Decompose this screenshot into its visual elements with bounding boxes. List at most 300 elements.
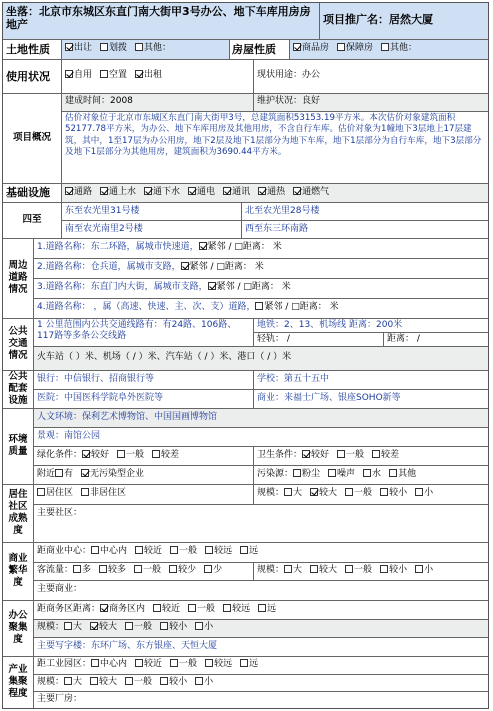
checkbox-icon[interactable]: [240, 546, 248, 554]
office-distance-options: [33, 600, 488, 619]
greening-option[interactable]: [152, 450, 179, 460]
human-environment: 人文环境：保利艺术博物馆、中国国画博物馆: [33, 408, 488, 427]
nearby-option-label: 无污染型企业: [90, 469, 145, 479]
boundary-east: 东至农光里31号楼: [65, 206, 140, 216]
industrial-scale-option[interactable]: [90, 677, 117, 687]
checkbox-icon[interactable]: [100, 604, 108, 612]
roads-label: 周边道路情况: [8, 260, 28, 295]
checkbox-icon[interactable]: [82, 450, 90, 458]
community-label: 居住社区成熟度: [8, 489, 28, 536]
office-distance-option-label: 较远: [232, 604, 251, 614]
housing-nature-option-label: 保障房: [346, 43, 374, 53]
land-nature-label: 土地性质: [6, 43, 50, 56]
grid-line: [253, 318, 254, 346]
industrial-scale-option[interactable]: [125, 677, 152, 687]
overview-label: 项目概况: [12, 132, 51, 143]
pollution-option-label: 水: [372, 469, 382, 479]
checkbox-icon[interactable]: [144, 187, 152, 195]
checkbox-icon[interactable]: [372, 450, 380, 458]
industrial-label: 产业集聚程度: [8, 664, 28, 699]
community-scale-option[interactable]: [310, 488, 337, 498]
checkbox-icon[interactable]: [64, 622, 72, 630]
commercial-flow-option-label: 一般: [143, 565, 162, 575]
environment-label: 环境质量: [8, 434, 28, 457]
commercial-flow-option[interactable]: [99, 565, 126, 575]
road-distance: / □距离： 米: [282, 302, 339, 312]
land-nature-option[interactable]: [135, 43, 171, 53]
office-scale-option-label: 较小: [169, 622, 188, 632]
commercial-scale-option-label: 较大: [319, 565, 338, 575]
industrial-distance-option[interactable]: [240, 659, 258, 669]
commercial-scale-option[interactable]: [310, 565, 337, 575]
commercial-flow-label: 客流量：: [37, 565, 74, 575]
pollution-option-label: 噪声: [337, 469, 356, 479]
grid-line: [3, 370, 488, 371]
community-scale-option[interactable]: [284, 488, 302, 498]
checkbox-icon[interactable]: [188, 187, 196, 195]
industrial-distance-option-label: 一般: [179, 659, 198, 669]
sanitation-option[interactable]: [302, 450, 329, 460]
light-rail-info: 轻轨： /: [257, 334, 290, 344]
checkbox-icon[interactable]: [99, 565, 107, 573]
pollution-option[interactable]: [363, 469, 381, 479]
infrastructure-option[interactable]: [188, 187, 215, 197]
commercial-distance-option-label: 一般: [179, 546, 198, 556]
industrial-scale-option-label: 一般: [134, 677, 153, 687]
checkbox-icon[interactable]: [199, 242, 207, 250]
facilities-label: 公共配套设施: [8, 371, 28, 406]
current-use: 现状用途：办公: [257, 70, 321, 80]
checkbox-icon[interactable]: [81, 469, 89, 477]
greening-option-label: 较好: [91, 450, 110, 460]
grid-line: [33, 637, 488, 638]
nearby-option[interactable]: [55, 469, 73, 479]
housing-nature-label: 房屋性质: [232, 43, 276, 56]
main-community: 主要社区：: [37, 508, 83, 518]
office-scale-option-label: 小: [204, 622, 214, 632]
checkbox-icon[interactable]: [91, 546, 99, 554]
infrastructure-label: 基础设施: [6, 186, 50, 199]
housing-nature-option-label: 商品房: [302, 43, 330, 53]
infrastructure-option-label: 通热: [267, 187, 286, 197]
housing-nature-options: [289, 39, 488, 59]
industrial-distance-option[interactable]: [170, 659, 197, 669]
sanitation-option[interactable]: [372, 450, 399, 460]
infrastructure-option-label: 通上水: [109, 187, 137, 197]
grid-line: [61, 93, 62, 238]
checkbox-icon[interactable]: [223, 187, 231, 195]
location-value: 北京市东城区东直门南大街甲3号办公、地下车库用房房地产: [6, 5, 311, 31]
checkbox-icon[interactable]: [328, 469, 336, 477]
greening-option[interactable]: [82, 450, 109, 460]
greening-option-label: 较差: [161, 450, 180, 460]
land-nature-option-label: 出让: [74, 43, 93, 53]
checkbox-icon[interactable]: [65, 43, 73, 51]
sanitation-option-label: 一般: [346, 450, 365, 460]
checkbox-icon[interactable]: [345, 488, 353, 496]
property-survey-form: [2, 2, 489, 709]
community-type-option-label: 居住区: [46, 488, 74, 498]
commercial-scale-option-label: 一般: [354, 565, 373, 575]
pollution-option-label: 其他: [398, 469, 417, 479]
grid-line: [3, 542, 488, 543]
checkbox-icon[interactable]: [284, 565, 292, 573]
grid-line: [33, 580, 488, 581]
grid-line: [253, 332, 488, 333]
infrastructure-options: [61, 183, 488, 202]
checkbox-icon[interactable]: [337, 43, 345, 51]
usage-options: [61, 59, 253, 93]
location-cell: [3, 3, 319, 39]
pollution-option-label: 粉尘: [302, 469, 321, 479]
commercial-distance-option-label: 远: [249, 546, 259, 556]
commercial-distance-option[interactable]: [170, 546, 197, 556]
checkbox-icon[interactable]: [208, 282, 216, 290]
road-row: [33, 278, 488, 298]
land-nature-option-label: 其他：: [144, 43, 172, 53]
grid-line: [33, 504, 488, 505]
community-scale-option[interactable]: [380, 488, 407, 498]
checkbox-icon[interactable]: [293, 469, 301, 477]
commercial-distance-label: 距商业中心：: [37, 546, 92, 556]
commercial-distance-option[interactable]: [91, 546, 127, 556]
housing-nature-option[interactable]: [337, 43, 373, 53]
sanitation-option-label: 较好: [311, 450, 330, 460]
infrastructure-option[interactable]: [223, 187, 250, 197]
bank-info: 银行：中信银行、招商银行等: [37, 374, 155, 384]
usage-option[interactable]: [100, 70, 127, 80]
commerce-info: 商业：来福士广场、银座SOHO新等: [257, 393, 401, 403]
industrial-distance-option-label: 较远: [214, 659, 233, 669]
pollution-option[interactable]: [328, 469, 355, 479]
land-nature-option[interactable]: [100, 43, 127, 53]
commercial-flow-option-label: 多: [82, 565, 92, 575]
checkbox-icon[interactable]: [135, 43, 143, 51]
office-distance-option[interactable]: [188, 604, 215, 614]
project-name-cell: [319, 3, 488, 39]
checkbox-icon[interactable]: [90, 677, 98, 685]
commercial-distance-option[interactable]: [240, 546, 258, 556]
checkbox-icon[interactable]: [381, 43, 389, 51]
checkbox-icon[interactable]: [65, 70, 73, 78]
commercial-distance-option[interactable]: [135, 546, 162, 556]
grid-line: [33, 389, 488, 390]
checkbox-icon[interactable]: [310, 488, 318, 496]
nearby-options: [33, 465, 253, 484]
sanitation-option-label: 较差: [381, 450, 400, 460]
road-row: [33, 238, 488, 258]
infrastructure-option[interactable]: [100, 187, 136, 197]
industrial-distance-option[interactable]: [135, 659, 162, 669]
office-distance-option-label: 一般: [197, 604, 216, 614]
grid-line: [61, 220, 488, 221]
office-scale-option[interactable]: [195, 622, 213, 632]
office-distance-option[interactable]: [223, 604, 250, 614]
grid-line: [33, 465, 488, 466]
office-scale-label: 规模：: [37, 622, 65, 632]
checkbox-icon[interactable]: [205, 659, 213, 667]
community-type-option[interactable]: [37, 488, 73, 498]
road-name: 3.道路名称：东直门内大街，属城市支路，: [37, 282, 208, 292]
community-scale-option-label: 一般: [354, 488, 373, 498]
grid-line: [3, 39, 488, 40]
grid-line: [33, 562, 488, 563]
checkbox-icon[interactable]: [205, 546, 213, 554]
grid-line: [33, 691, 488, 692]
checkbox-icon[interactable]: [302, 450, 310, 458]
infrastructure-option[interactable]: [258, 187, 285, 197]
checkbox-icon[interactable]: [169, 565, 177, 573]
housing-nature-option[interactable]: [293, 43, 329, 53]
grid-line: [3, 484, 488, 485]
road-row: [33, 298, 488, 318]
housing-nature-option[interactable]: [381, 43, 417, 53]
grid-line: [319, 3, 320, 39]
road-row: [33, 258, 488, 278]
road-adjacent-label: 紧邻: [189, 262, 208, 272]
boundary-west: 西至东三环南路: [245, 224, 309, 234]
usage-option-label: 空置: [109, 70, 128, 80]
commercial-scale-option-label: 大: [293, 565, 303, 575]
office-scale-option-label: 较大: [99, 622, 118, 632]
checkbox-icon[interactable]: [310, 565, 318, 573]
industrial-distance-option[interactable]: [91, 659, 127, 669]
commercial-flow-option-label: 少: [213, 565, 223, 575]
checkbox-icon[interactable]: [91, 659, 99, 667]
community-scale-option-label: 较小: [389, 488, 408, 498]
checkbox-icon[interactable]: [152, 450, 160, 458]
community-type-option[interactable]: [81, 488, 126, 498]
industrial-distance-option[interactable]: [205, 659, 232, 669]
checkbox-icon[interactable]: [345, 565, 353, 573]
road-adjacent-label: 紧邻: [264, 302, 283, 312]
checkbox-icon[interactable]: [389, 469, 397, 477]
commercial-flow-option[interactable]: [169, 565, 196, 575]
checkbox-icon[interactable]: [204, 565, 212, 573]
checkbox-icon[interactable]: [380, 488, 388, 496]
grid-line: [33, 346, 488, 347]
grid-line: [253, 562, 254, 580]
checkbox-icon[interactable]: [284, 488, 292, 496]
office-scale-option[interactable]: [125, 622, 152, 632]
infrastructure-option[interactable]: [144, 187, 180, 197]
usage-option[interactable]: [135, 70, 162, 80]
office-distance-option[interactable]: [258, 604, 276, 614]
grid-line: [33, 446, 488, 447]
light-rail-distance: 距离： /: [387, 334, 420, 344]
checkbox-icon[interactable]: [55, 469, 63, 477]
checkbox-icon[interactable]: [135, 546, 143, 554]
usage-option-label: 自用: [74, 70, 93, 80]
checkbox-icon[interactable]: [100, 70, 108, 78]
checkbox-icon[interactable]: [337, 450, 345, 458]
checkbox-icon[interactable]: [293, 187, 301, 195]
infrastructure-option[interactable]: [65, 187, 92, 197]
community-type-options: [33, 484, 253, 504]
grid-line: [33, 427, 488, 428]
grid-line: [3, 202, 488, 203]
road-name: 2.道路名称：仓兵道，属城市支路，: [37, 262, 181, 272]
checkbox-icon[interactable]: [37, 488, 45, 496]
road-distance: / □距离： 米: [234, 282, 291, 292]
office-scale-option[interactable]: [160, 622, 187, 632]
checkbox-icon[interactable]: [100, 43, 108, 51]
office-scale-option[interactable]: [64, 622, 82, 632]
industrial-scale-option[interactable]: [195, 677, 213, 687]
community-scale-label: 规模：: [257, 488, 285, 498]
commercial-flow-options: [33, 562, 253, 580]
office-scale-option-label: 大: [73, 622, 83, 632]
checkbox-icon[interactable]: [90, 622, 98, 630]
grid-line: [3, 656, 488, 657]
road-name: 1.道路名称：东二环路，属城市快速道，: [37, 242, 199, 252]
infrastructure-option-label: 通讯: [232, 187, 251, 197]
checkbox-icon[interactable]: [258, 187, 266, 195]
checkbox-icon[interactable]: [293, 43, 301, 51]
checkbox-icon[interactable]: [134, 565, 142, 573]
land-nature-option[interactable]: [65, 43, 92, 53]
boundaries-label: 四至: [22, 214, 42, 225]
grid-line: [33, 298, 488, 299]
school-info: 学校：第五十五中: [257, 374, 330, 384]
commercial-scale-label: 规模：: [257, 565, 285, 575]
road-distance: / □距离： 米: [207, 262, 264, 272]
infrastructure-option[interactable]: [293, 187, 329, 197]
checkbox-icon[interactable]: [415, 565, 423, 573]
grid-line: [289, 39, 290, 59]
scenery: 景观：南馆公园: [37, 431, 101, 441]
pollution-option[interactable]: [293, 469, 320, 479]
pollution-label: 污染源：: [257, 469, 294, 479]
community-scale-options: [253, 484, 488, 504]
grid-line: [253, 370, 254, 408]
checkbox-icon[interactable]: [240, 659, 248, 667]
industrial-scale-option-label: 较小: [169, 677, 188, 687]
hospital-info: 医院：中国医科学院阜外医院等: [37, 393, 164, 403]
infrastructure-option-label: 通电: [197, 187, 216, 197]
office-label: 办公聚集度: [8, 610, 28, 645]
grid-line: [3, 183, 488, 184]
checkbox-icon[interactable]: [135, 659, 143, 667]
checkbox-icon[interactable]: [415, 488, 423, 496]
sanitation-option[interactable]: [337, 450, 364, 460]
office-distance-option[interactable]: [100, 604, 145, 614]
commercial-scale-option[interactable]: [415, 565, 433, 575]
checkbox-icon[interactable]: [258, 604, 266, 612]
grid-line: [33, 238, 34, 708]
industrial-distance-option-label: 中心内: [100, 659, 128, 669]
office-scale-option[interactable]: [90, 622, 117, 632]
office-distance-option-label: 商务区内: [109, 604, 146, 614]
bus-lines: 1 公里范围内公共交通线路有：有24路、106路、117路等多条公交线路: [37, 320, 237, 341]
grid-line: [3, 318, 488, 319]
checkbox-icon[interactable]: [255, 302, 263, 310]
grid-line: [3, 93, 488, 94]
checkbox-icon[interactable]: [223, 604, 231, 612]
commercial-flow-option[interactable]: [204, 565, 222, 575]
infrastructure-option-label: 通燃气: [302, 187, 330, 197]
community-scale-option[interactable]: [345, 488, 372, 498]
checkbox-icon[interactable]: [181, 262, 189, 270]
grid-line: [33, 258, 488, 259]
land-nature-option-label: 划拨: [109, 43, 128, 53]
project-name-value: 居然大厦: [389, 13, 433, 26]
checkbox-icon[interactable]: [125, 622, 133, 630]
checkbox-icon[interactable]: [160, 677, 168, 685]
commercial-distance-option-label: 中心内: [100, 546, 128, 556]
industrial-scale-option[interactable]: [160, 677, 187, 687]
road-adjacent-label: 紧邻: [207, 242, 226, 252]
overview-description: 估价对象位于北京市东城区东直门南大街甲3号，总建筑面积53153.19平方米。本次估价对象建筑面积52177.78平方米，为办公、地下车库用房及其他用房，不含自行车库。估价对象为1幢地下3层地上17层建筑，其中，1至17层为办公用房，地下2层及地下1层部分为地下车库，地下1层部分为自行车库，地下3层部分及地下1层部分为其他用房，建筑面积为3690.44平方米。: [65, 113, 482, 158]
checkbox-icon[interactable]: [160, 622, 168, 630]
grid-line: [253, 59, 254, 111]
checkbox-icon[interactable]: [195, 622, 203, 630]
greening-option-label: 一般: [126, 450, 145, 460]
usage-option-label: 出租: [144, 70, 163, 80]
checkbox-icon[interactable]: [170, 659, 178, 667]
industrial-scale-option-label: 大: [73, 677, 83, 687]
commercial-scale-option[interactable]: [284, 565, 302, 575]
office-distance-label: 距商务区距离：: [37, 604, 101, 614]
checkbox-icon[interactable]: [125, 677, 133, 685]
grid-line: [383, 332, 384, 346]
commercial-flow-option[interactable]: [73, 565, 91, 575]
boundary-north: 北至农光里28号楼: [245, 206, 320, 216]
industrial-scale-option-label: 小: [204, 677, 214, 687]
checkbox-icon[interactable]: [81, 488, 89, 496]
checkbox-icon[interactable]: [363, 469, 371, 477]
industrial-scale-option[interactable]: [64, 677, 82, 687]
checkbox-icon[interactable]: [100, 187, 108, 195]
checkbox-icon[interactable]: [73, 565, 81, 573]
commercial-distance-option-label: 较近: [144, 546, 163, 556]
industrial-distance-option-label: 远: [249, 659, 259, 669]
industrial-scale-option-label: 较大: [99, 677, 118, 687]
commercial-scale-option[interactable]: [380, 565, 407, 575]
checkbox-icon[interactable]: [195, 677, 203, 685]
commercial-distance-option-label: 较远: [214, 546, 233, 556]
office-scale-options: [33, 619, 488, 637]
commercial-distance-option[interactable]: [205, 546, 232, 556]
commercial-flow-option[interactable]: [134, 565, 161, 575]
checkbox-icon[interactable]: [380, 565, 388, 573]
commercial-scale-option[interactable]: [345, 565, 372, 575]
checkbox-icon[interactable]: [64, 677, 72, 685]
grid-line: [229, 39, 230, 59]
grid-line: [61, 39, 62, 93]
community-scale-option-label: 小: [424, 488, 434, 498]
nearby-option[interactable]: [81, 469, 144, 479]
industrial-distance-option-label: 较近: [144, 659, 163, 669]
checkbox-icon[interactable]: [117, 450, 125, 458]
commercial-scale-option-label: 小: [424, 565, 434, 575]
community-scale-option[interactable]: [415, 488, 433, 498]
checkbox-icon[interactable]: [170, 546, 178, 554]
greening-option[interactable]: [117, 450, 144, 460]
grid-line: [241, 202, 242, 238]
industrial-distance-label: 距工业园区：: [37, 659, 92, 669]
office-distance-option[interactable]: [153, 604, 180, 614]
checkbox-icon[interactable]: [135, 70, 143, 78]
pollution-option[interactable]: [389, 469, 416, 479]
usage-option[interactable]: [65, 70, 92, 80]
checkbox-icon[interactable]: [188, 604, 196, 612]
community-scale-option-label: 较大: [319, 488, 338, 498]
checkbox-icon[interactable]: [153, 604, 161, 612]
housing-nature-option-label: 其他：: [390, 43, 418, 53]
checkbox-icon[interactable]: [65, 187, 73, 195]
industrial-distance-options: [33, 656, 488, 674]
